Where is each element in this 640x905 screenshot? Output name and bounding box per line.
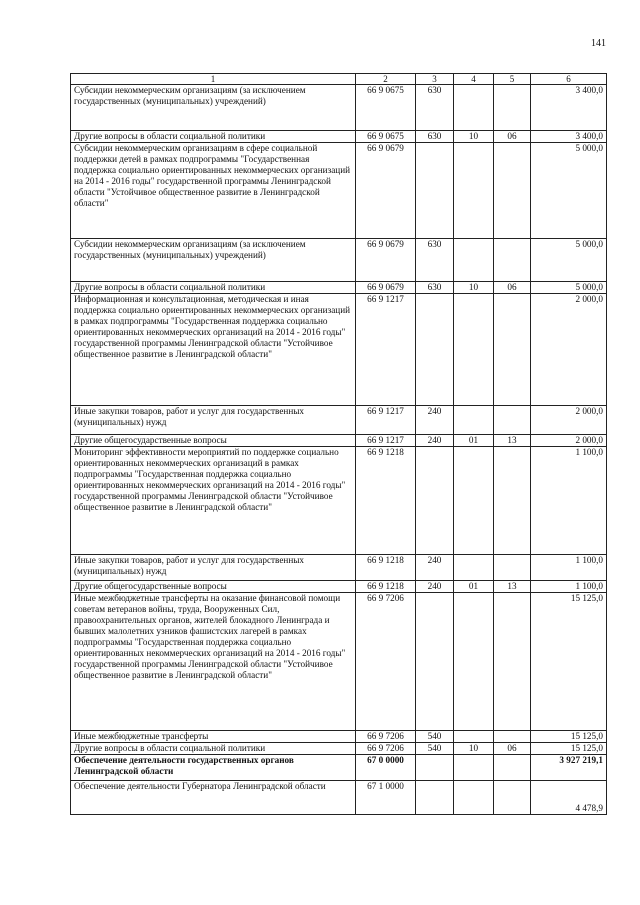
row-amount: 3 400,0 [531,85,607,131]
row-name: Субсидии некоммерческим организациям (за исключением государственных (муниципальных) учреждений) [71,239,356,282]
row-expense-type: 540 [416,743,454,755]
column-header: 3 [416,74,454,85]
row-section: 10 [454,743,494,755]
row-expense-type: 630 [416,131,454,143]
row-amount: 5 000,0 [531,282,607,294]
row-name: Иные межбюджетные трансферты на оказание финансовой помощи советам ветеранов войны, труда, Вооруженных Сил, правоохранительных органов, жителей блокадного Ленинграда и бывших малолетних узников фашистских лагерей в рамках подпрограммы "Государственная поддержка социально ориентированных некоммерческих организаций на 2014 - 2016 годы" государственной программы Ленинградской области "Устойчивое общественное развитие в Ленинградской области" [71,593,356,731]
row-name: Иные закупки товаров, работ и услуг для государственных (муниципальных) нужд [71,406,356,435]
table-row [71,435,607,447]
row-amount: 2 000,0 [531,406,607,435]
table-row [71,239,607,282]
row-name: Другие вопросы в области социальной политики [71,743,356,755]
row-expense-type [416,294,454,406]
column-header: 2 [356,74,416,85]
row-target-code: 66 9 7206 [356,731,416,743]
table-row [71,131,607,143]
row-section [454,143,494,239]
row-target-code: 66 9 7206 [356,593,416,731]
row-section: 10 [454,282,494,294]
row-target-code: 66 9 0675 [356,85,416,131]
row-name: Другие общегосударственные вопросы [71,435,356,447]
column-header: 4 [454,74,494,85]
table-row [71,581,607,593]
row-amount: 2 000,0 [531,435,607,447]
table-row [71,447,607,555]
row-expense-type: 240 [416,435,454,447]
row-target-code: 66 9 1217 [356,435,416,447]
row-subsection [494,555,531,581]
table-row [71,743,607,755]
row-section: 01 [454,435,494,447]
row-name: Иные межбюджетные трансферты [71,731,356,743]
row-subsection: 06 [494,131,531,143]
table-header-row [71,74,607,85]
row-amount: 5 000,0 [531,239,607,282]
row-subsection [494,781,531,815]
row-expense-type [416,593,454,731]
row-amount: 1 100,0 [531,555,607,581]
row-name: Другие вопросы в области социальной политики [71,282,356,294]
row-amount: 5 000,0 [531,143,607,239]
budget-table [70,73,607,815]
row-name: Субсидии некоммерческим организациям в сфере социальной поддержки детей в рамках подпрограммы "Государственная поддержка социально ориентированных некоммерческих организаций на 2014 - 2016 годы" государственной программы Ленинградской области "Устойчивое общественное развитие в Ленинградской области" [71,143,356,239]
row-subsection [494,143,531,239]
row-subsection [494,731,531,743]
row-amount: 15 125,0 [531,593,607,731]
row-target-code: 66 9 0679 [356,143,416,239]
row-target-code: 66 9 1217 [356,294,416,406]
row-expense-type: 630 [416,85,454,131]
row-section [454,406,494,435]
row-amount: 15 125,0 [531,731,607,743]
row-name: Обеспечение деятельности Губернатора Ленинградской области [71,781,356,815]
row-expense-type [416,755,454,781]
row-expense-type: 630 [416,239,454,282]
table-row [71,143,607,239]
row-target-code: 66 9 0679 [356,239,416,282]
column-header: 5 [494,74,531,85]
row-name: Другие вопросы в области социальной политики [71,131,356,143]
row-target-code: 67 0 0000 [356,755,416,781]
table-row [71,282,607,294]
row-target-code: 67 1 0000 [356,781,416,815]
row-subsection: 13 [494,581,531,593]
row-section [454,593,494,731]
row-name: Субсидии некоммерческим организациям (за исключением государственных (муниципальных) учреждений) [71,85,356,131]
row-subsection: 06 [494,282,531,294]
table-row [71,593,607,731]
row-expense-type: 630 [416,282,454,294]
row-target-code: 66 9 1217 [356,406,416,435]
column-header: 1 [71,74,356,85]
row-amount: 3 927 219,1 [531,755,607,781]
row-amount: 1 100,0 [531,581,607,593]
row-subsection [494,85,531,131]
row-section [454,781,494,815]
row-subsection [494,294,531,406]
row-target-code: 66 9 0679 [356,282,416,294]
row-target-code: 66 9 1218 [356,555,416,581]
row-name: Информационная и консультационная, методическая и иная поддержка социально ориентированных некоммерческих организаций в рамках подпрограммы "Государственная поддержка социально ориентированных некоммерческих организаций на 2014 - 2016 годы" государственной программы Ленинградской области "Устойчивое общественное развитие в Ленинградской области" [71,294,356,406]
row-name: Обеспечение деятельности государственных органов Ленинградской области [71,755,356,781]
row-target-code: 66 9 1218 [356,447,416,555]
table-row [71,755,607,781]
page-number: 141 [591,38,606,49]
row-amount: 15 125,0 [531,743,607,755]
row-target-code: 66 9 1218 [356,581,416,593]
row-name: Иные закупки товаров, работ и услуг для государственных (муниципальных) нужд [71,555,356,581]
row-target-code: 66 9 0675 [356,131,416,143]
row-expense-type [416,781,454,815]
row-expense-type: 240 [416,555,454,581]
row-section [454,731,494,743]
table-row [71,85,607,131]
row-subsection [494,447,531,555]
row-subsection [494,406,531,435]
row-amount: 3 400,0 [531,131,607,143]
row-expense-type [416,447,454,555]
row-name: Другие общегосударственные вопросы [71,581,356,593]
row-subsection [494,755,531,781]
row-section [454,555,494,581]
row-expense-type: 540 [416,731,454,743]
row-name: Мониторинг эффективности мероприятий по поддержке социально ориентированных некоммерческих организаций в рамках подпрограммы "Государственная поддержка социально ориентированных некоммерческих организаций на 2014 - 2016 годы" государственной программы Ленинградской области "Устойчивое общественное развитие в Ленинградской области" [71,447,356,555]
row-section: 10 [454,131,494,143]
row-section [454,239,494,282]
table-row [71,294,607,406]
table-row [71,406,607,435]
row-expense-type: 240 [416,406,454,435]
row-section [454,294,494,406]
row-section [454,755,494,781]
table-row [71,555,607,581]
row-subsection [494,593,531,731]
row-amount: 4 478,9 [531,781,607,815]
row-amount: 2 000,0 [531,294,607,406]
table-row [71,781,607,815]
row-subsection: 13 [494,435,531,447]
row-section [454,447,494,555]
row-subsection [494,239,531,282]
row-section [454,85,494,131]
row-expense-type: 240 [416,581,454,593]
column-header: 6 [531,74,607,85]
row-subsection: 06 [494,743,531,755]
row-target-code: 66 9 7206 [356,743,416,755]
table-row [71,731,607,743]
row-expense-type [416,143,454,239]
row-section: 01 [454,581,494,593]
row-amount: 1 100,0 [531,447,607,555]
